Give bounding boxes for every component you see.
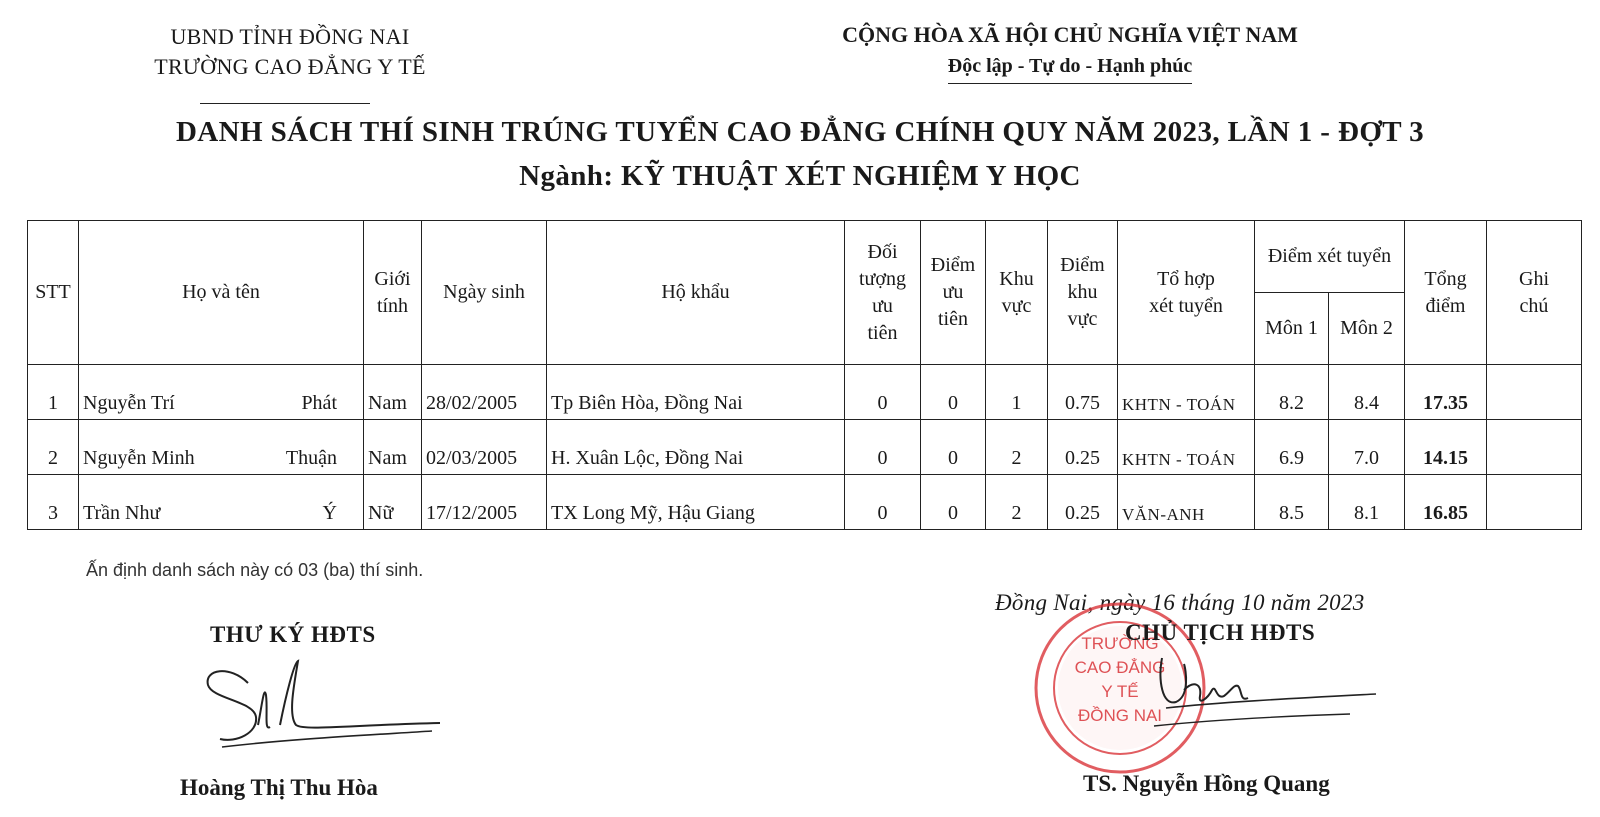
chairman-name: TS. Nguyễn Hồng Quang bbox=[1083, 771, 1330, 796]
header-region-score: Điểm khu vực bbox=[1048, 221, 1118, 365]
cell-region-score: 0.25 bbox=[1048, 475, 1118, 530]
cell-residence: Tp Biên Hòa, Đồng Nai bbox=[547, 365, 845, 420]
cell-priority-score: 0 bbox=[921, 365, 986, 420]
cell-residence: TX Long Mỹ, Hậu Giang bbox=[547, 475, 845, 530]
header-scores: Điểm xét tuyển bbox=[1255, 221, 1405, 293]
candidate-count-note: Ấn định danh sách này có 03 (ba) thí sinh. bbox=[86, 560, 424, 580]
header-stt: STT bbox=[28, 221, 79, 365]
cell-subject-2: 7.0 bbox=[1329, 420, 1405, 475]
header-combination: Tổ hợp xét tuyển bbox=[1118, 221, 1255, 365]
header-subject-2: Môn 2 bbox=[1329, 293, 1405, 365]
cell-subject-1: 8.2 bbox=[1255, 365, 1329, 420]
cell-dob: 02/03/2005 bbox=[422, 420, 547, 475]
surname: Nguyễn Minh bbox=[83, 447, 195, 469]
cell-total: 16.85 bbox=[1405, 475, 1487, 530]
cell-region: 2 bbox=[986, 420, 1048, 475]
cell-priority-object: 0 bbox=[845, 475, 921, 530]
given-name: Phát bbox=[301, 392, 337, 414]
header-residence: Hộ khẩu bbox=[547, 221, 845, 365]
surname: Nguyễn Trí bbox=[83, 392, 175, 414]
cell-priority-object: 0 bbox=[845, 365, 921, 420]
cell-region-score: 0.75 bbox=[1048, 365, 1118, 420]
title-line-1: DANH SÁCH THÍ SINH TRÚNG TUYỂN CAO ĐẲNG CHÍNH QUY NĂM 2023, LẦN 1 - ĐỢT 3 bbox=[175, 116, 1425, 148]
header-region: Khu vực bbox=[986, 221, 1048, 365]
header-total: Tổng điểm bbox=[1405, 221, 1487, 365]
header-dob: Ngày sinh bbox=[422, 221, 547, 365]
cell-stt: 2 bbox=[28, 420, 79, 475]
cell-subject-1: 6.9 bbox=[1255, 420, 1329, 475]
cell-residence: H. Xuân Lộc, Đồng Nai bbox=[547, 420, 845, 475]
seal-line-2: CAO ĐẲNG bbox=[1074, 658, 1166, 677]
cell-gender: Nam bbox=[364, 420, 422, 475]
cell-note bbox=[1487, 475, 1582, 530]
cell-total: 17.35 bbox=[1405, 365, 1487, 420]
cell-combination: VĂN-ANH bbox=[1118, 475, 1255, 530]
surname: Trần Như bbox=[83, 502, 161, 524]
signing-date: Đồng Nai, ngày 16 tháng 10 năm 2023 bbox=[995, 590, 1365, 615]
cell-priority-score: 0 bbox=[921, 475, 986, 530]
cell-combination: KHTN - TOÁN bbox=[1118, 420, 1255, 475]
given-name: Thuận bbox=[285, 447, 337, 469]
org-line-2: TRƯỜNG CAO ĐẲNG Y TẾ bbox=[154, 54, 426, 79]
org-line-1: UBND TỈNH ĐỒNG NAI bbox=[170, 24, 410, 49]
national-motto: Độc lập - Tự do - Hạnh phúc bbox=[948, 51, 1192, 84]
chairman-signature bbox=[1150, 650, 1380, 740]
secretary-signature bbox=[200, 655, 460, 755]
cell-total: 14.15 bbox=[1405, 420, 1487, 475]
cell-subject-1: 8.5 bbox=[1255, 475, 1329, 530]
title-line-2: Ngành: KỸ THUẬT XÉT NGHIỆM Y HỌC bbox=[519, 160, 1081, 192]
header-priority-object: Đối tượng ưu tiên bbox=[845, 221, 921, 365]
header-subject-1: Môn 1 bbox=[1255, 293, 1329, 365]
document-title bbox=[0, 110, 1600, 198]
secretary-title: THƯ KÝ HĐTS bbox=[210, 622, 376, 647]
admission-table bbox=[27, 220, 1582, 530]
secretary-name: Hoàng Thị Thu Hòa bbox=[180, 775, 378, 800]
header-gender: Giới tính bbox=[364, 221, 422, 365]
country-name: CỘNG HÒA XÃ HỘI CHỦ NGHĨA VIỆT NAM bbox=[842, 22, 1298, 47]
cell-stt: 3 bbox=[28, 475, 79, 530]
cell-note bbox=[1487, 420, 1582, 475]
national-header bbox=[780, 20, 1360, 84]
cell-subject-2: 8.1 bbox=[1329, 475, 1405, 530]
seal-line-3: Y TẾ bbox=[1101, 682, 1139, 701]
table-row bbox=[28, 420, 1582, 475]
cell-subject-2: 8.4 bbox=[1329, 365, 1405, 420]
cell-dob: 17/12/2005 bbox=[422, 475, 547, 530]
cell-combination: KHTN - TOÁN bbox=[1118, 365, 1255, 420]
header-priority-score: Điểm ưu tiên bbox=[921, 221, 986, 365]
cell-priority-object: 0 bbox=[845, 420, 921, 475]
cell-name bbox=[79, 420, 364, 475]
cell-region: 1 bbox=[986, 365, 1048, 420]
cell-stt: 1 bbox=[28, 365, 79, 420]
header-note: Ghi chú bbox=[1487, 221, 1582, 365]
org-underline bbox=[200, 103, 370, 104]
cell-region-score: 0.25 bbox=[1048, 420, 1118, 475]
cell-name bbox=[79, 475, 364, 530]
table-row bbox=[28, 365, 1582, 420]
chairman-title: CHỦ TỊCH HĐTS bbox=[1125, 620, 1316, 645]
seal-line-1: TRƯỜNG bbox=[1081, 634, 1159, 653]
cell-dob: 28/02/2005 bbox=[422, 365, 547, 420]
cell-gender: Nữ bbox=[364, 475, 422, 530]
table-row bbox=[28, 475, 1582, 530]
seal-line-4: ĐỒNG NAI bbox=[1077, 706, 1163, 725]
cell-name bbox=[79, 365, 364, 420]
given-name: Ý bbox=[322, 502, 337, 524]
header-name: Họ và tên bbox=[79, 221, 364, 365]
cell-region: 2 bbox=[986, 475, 1048, 530]
cell-note bbox=[1487, 365, 1582, 420]
cell-gender: Nam bbox=[364, 365, 422, 420]
cell-priority-score: 0 bbox=[921, 420, 986, 475]
issuing-organization bbox=[120, 22, 460, 112]
